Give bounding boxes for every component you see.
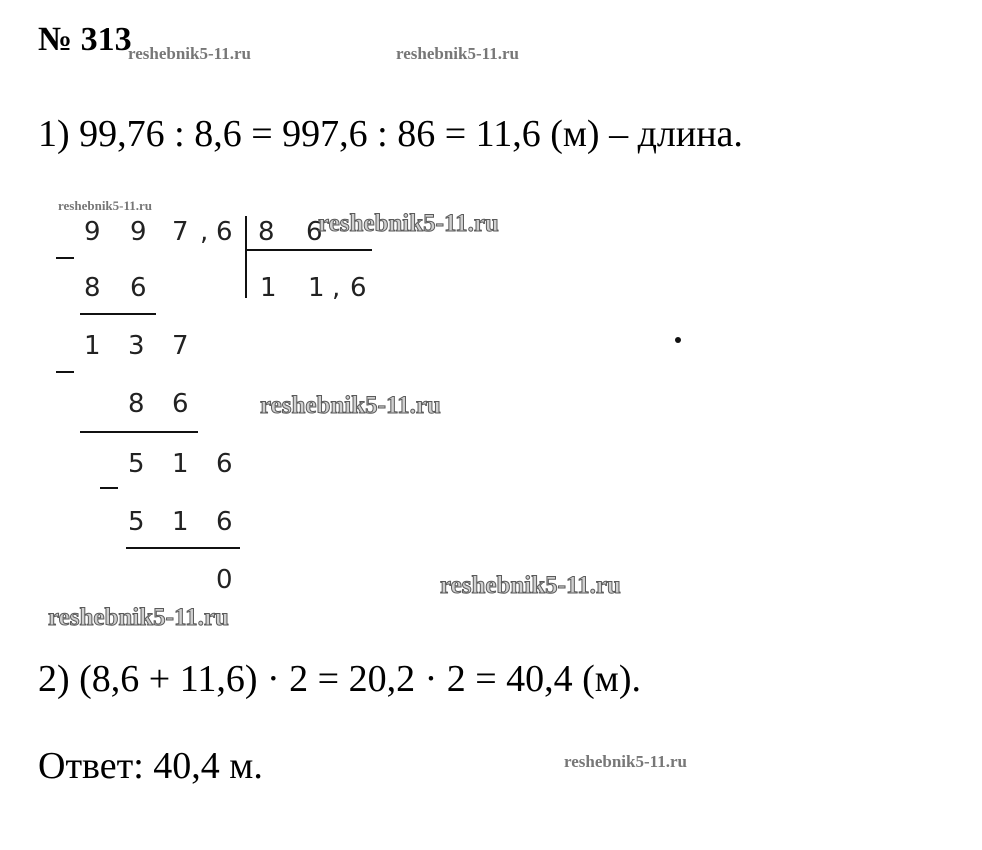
problem-number: № 313 — [38, 21, 132, 58]
subtrahend-digit: 6 — [216, 507, 233, 537]
watermark: reshebnik5-11.ru — [564, 752, 687, 771]
quotient-digit: 6 — [350, 273, 367, 303]
divisor-digit: 6 — [306, 217, 323, 247]
dividend-digit: 9 — [84, 217, 101, 247]
watermark: reshebnik5-11.ru — [128, 44, 251, 63]
watermark: reshebnik5-11.ru — [440, 572, 621, 599]
remainder-digit: 5 — [128, 449, 145, 479]
solution-step-1: 1) 99,76 : 8,6 = 997,6 : 86 = 11,6 (м) – длина. — [38, 113, 743, 155]
divisor-digit: 8 — [258, 217, 275, 247]
dividend-comma: , — [200, 217, 209, 247]
remainder-digit: 7 — [172, 331, 189, 361]
watermark: reshebnik5-11.ru — [318, 210, 499, 237]
remainder-digit: 1 — [172, 449, 189, 479]
quotient-digit: 1 — [308, 273, 325, 303]
watermark: reshebnik5-11.ru — [260, 392, 441, 419]
subtrahend-digit: 5 — [128, 507, 145, 537]
answer: Ответ: 40,4 м. — [38, 745, 263, 787]
quotient-digit: 1 — [260, 273, 277, 303]
subtrahend-digit: 8 — [128, 389, 145, 419]
solution-step-2: 2) (8,6 + 11,6) · 2 = 20,2 · 2 = 40,4 (м). — [38, 658, 642, 700]
dividend-digit: 6 — [216, 217, 233, 247]
watermark: reshebnik5-11.ru — [58, 198, 153, 213]
remainder-digit: 6 — [216, 449, 233, 479]
watermark: reshebnik5-11.ru — [396, 44, 519, 63]
final-remainder: 0 — [216, 565, 233, 595]
watermark: reshebnik5-11.ru — [48, 604, 229, 631]
subtrahend-digit: 8 — [84, 273, 101, 303]
stray-dot — [675, 337, 681, 343]
remainder-digit: 1 — [84, 331, 101, 361]
quotient-comma: , — [332, 273, 341, 303]
remainder-digit: 3 — [128, 331, 145, 361]
subtrahend-digit: 1 — [172, 507, 189, 537]
subtrahend-digit: 6 — [130, 273, 147, 303]
dividend-digit: 7 — [172, 217, 189, 247]
dividend-digit: 9 — [130, 217, 147, 247]
subtrahend-digit: 6 — [172, 389, 189, 419]
